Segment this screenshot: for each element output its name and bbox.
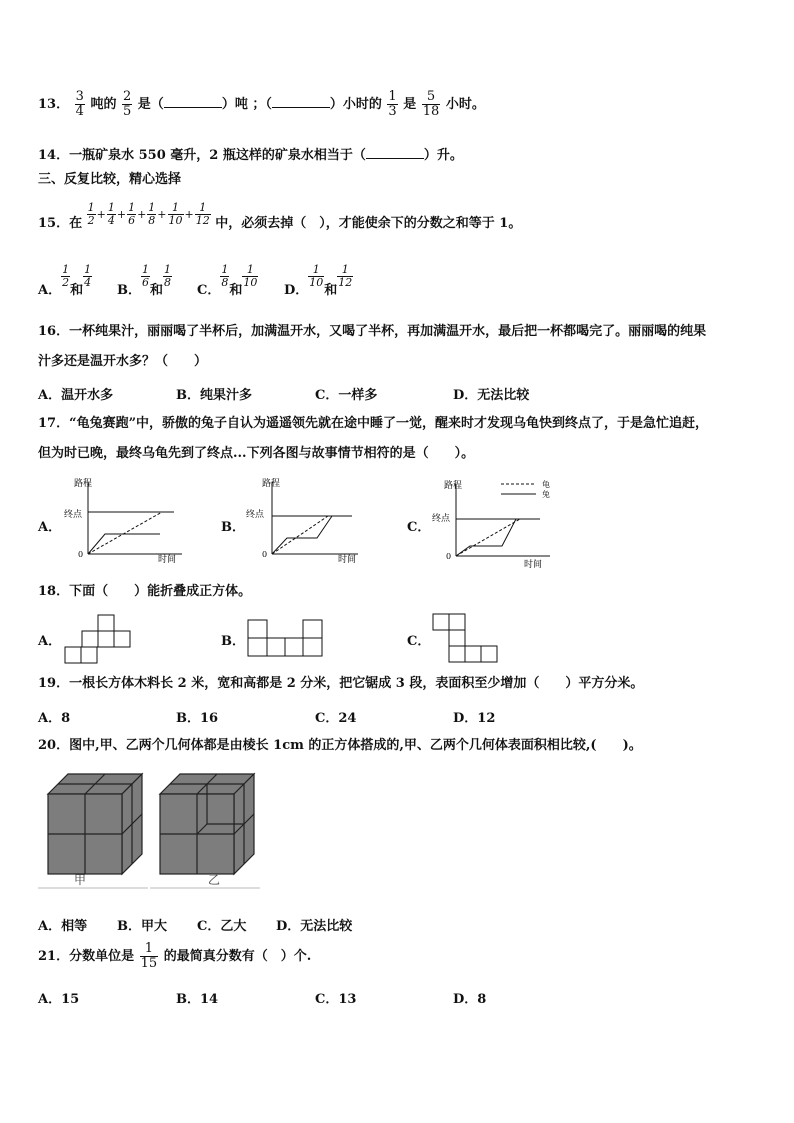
question-16-line2: 汁多还是温开水多？（ ） (38, 354, 208, 369)
x-axis-label: 时间 (338, 555, 357, 565)
y-axis-label: 路程 (444, 481, 463, 491)
option-c[interactable]: C．24 (315, 711, 357, 726)
fraction: $\frac{3}{4}$ (75, 89, 84, 119)
option-b[interactable]: B． $\frac{1}{6}$ 和 $\frac{1}{8}$ (117, 263, 172, 298)
option-c[interactable]: C． (407, 520, 431, 535)
fraction: $\frac{1}{6}$ (128, 201, 136, 227)
origin-label: 0 (78, 550, 84, 559)
option-c[interactable]: C．一样多 (315, 388, 378, 403)
option-d[interactable]: D． $\frac{1}{10}$ 和 $\frac{1}{12}$ (284, 263, 353, 298)
fraction: $\frac{1}{10}$ (168, 201, 183, 227)
option-b[interactable]: B．甲大 (117, 919, 167, 934)
question-16-line1: 16．一杯纯果汁，丽丽喝了半杯后，加满温开水，又喝了半杯，再加满温开水，最后把一杯都喝完了。丽丽喝的纯果 (38, 324, 707, 339)
fraction: $\frac{1}{4}$ (107, 201, 115, 227)
question-20: 20．图中,甲、乙两个几何体都是由棱长 1cm 的正方体搭成的,甲、乙两个几何体表面积相比较,( )。 (38, 738, 642, 753)
y-axis-label: 路程 (74, 479, 93, 489)
answer-blank[interactable] (272, 95, 330, 108)
label-jia: 甲 (74, 873, 87, 887)
question-21: 21．分数单位是 $\frac{1}{15}$ 的最简真分数有（ ）个. (38, 941, 312, 971)
plus-sign: + (96, 208, 106, 221)
option-a[interactable]: A．相等 (38, 919, 88, 934)
fraction: $\frac{1}{15}$ (140, 941, 158, 971)
question-13: 13． $\frac{3}{4}$ 吨的 $\frac{2}{5}$ 是（ ）吨 ；（ ）小时的 $\frac{1}{3}$ 是 $\frac{5}{18}$ 小时。 (38, 89, 485, 119)
option-d[interactable]: D．无法比较 (453, 388, 530, 403)
option-a[interactable]: A． (38, 520, 62, 535)
option-a[interactable]: A．温开水多 (38, 388, 114, 403)
answer-blank[interactable] (164, 95, 222, 108)
question-18: 18．下面（ ）能折叠成正方体。 (38, 584, 252, 599)
cube-net-c[interactable] (432, 613, 500, 663)
question-17-line1: 17．“龟兔赛跑”中，骄傲的兔子自认为遥遥领先就在途中睡了一觉，醒来时才发现乌龟快到终点了，于是急忙追赶， (38, 416, 709, 431)
fraction: $\frac{2}{5}$ (122, 89, 132, 119)
option-b[interactable]: B．16 (176, 711, 219, 726)
solid-jia (38, 770, 148, 896)
fraction-sum (87, 202, 211, 227)
option-b[interactable]: B． (221, 634, 245, 649)
option-b[interactable]: B．纯果汁多 (176, 388, 252, 403)
fraction: $\frac{5}{18}$ (422, 89, 440, 119)
x-axis-label: 时间 (524, 560, 543, 570)
x-axis-label: 时间 (158, 555, 177, 565)
question-14: 14．一瓶矿泉水 550 毫升，2 瓶这样的矿泉水相当于（ ）升。 (38, 148, 463, 163)
origin-label: 0 (262, 550, 268, 559)
option-b[interactable]: B．14 (176, 992, 219, 1007)
graph-c[interactable] (430, 476, 562, 570)
option-c[interactable]: C．13 (315, 992, 357, 1007)
cube-net-b[interactable] (247, 619, 327, 657)
graph-b[interactable] (242, 476, 362, 566)
plus-sign: + (116, 208, 127, 221)
option-a[interactable]: A． (38, 634, 62, 649)
origin-label: 0 (446, 552, 452, 561)
legend-rabbit: 兔 (542, 490, 550, 499)
finish-label: 终点 (432, 514, 451, 524)
fraction: $\frac{1}{3}$ (388, 89, 397, 119)
option-c[interactable]: C．乙大 (197, 919, 247, 934)
option-b[interactable]: B． (221, 520, 245, 535)
section-heading: 三、反复比较，精心选择 (38, 172, 182, 187)
finish-label: 终点 (64, 510, 83, 520)
option-c[interactable]: C． (407, 634, 431, 649)
plus-sign: + (157, 208, 167, 221)
question-15: 15．在 $\frac{1}{2}$ + $\frac{1}{4}$ + $\frac{1}{6}$ + $\frac{1}{8}$ + $\frac{1}{10}$ + $\frac{1}{12}$ 中，必须去掉（ ），才能使余下的分数之和等于 1。 (38, 201, 522, 231)
graph-a[interactable] (60, 476, 190, 566)
fraction: $\frac{1}{12}$ (195, 201, 210, 227)
label-yi: 乙 (208, 873, 221, 887)
legend-tortoise: 龟 (542, 480, 550, 489)
plus-sign: + (137, 208, 147, 221)
answer-blank[interactable] (366, 146, 424, 159)
option-c[interactable]: C． $\frac{1}{8}$ 和 $\frac{1}{10}$ (197, 263, 258, 298)
option-d[interactable]: D．12 (453, 711, 496, 726)
option-a[interactable]: A．8 (38, 711, 71, 726)
option-a[interactable]: A． $\frac{1}{2}$ 和 $\frac{1}{4}$ (38, 263, 92, 298)
question-17-line2: 但为时已晚，最终乌龟先到了终点...下列各图与故事情节相符的是（ ）。 (38, 446, 475, 461)
option-d[interactable]: D．8 (453, 992, 487, 1007)
finish-label: 终点 (246, 510, 265, 520)
option-d[interactable]: D．无法比较 (276, 919, 353, 934)
fraction: $\frac{1}{8}$ (148, 201, 156, 227)
y-axis-label: 路程 (262, 479, 281, 489)
option-a[interactable]: A．15 (38, 992, 80, 1007)
plus-sign: + (184, 208, 194, 221)
cube-net-a[interactable] (64, 614, 136, 664)
fraction: $\frac{1}{2}$ (87, 201, 95, 227)
question-19: 19．一根长方体木料长 2 米，宽和高都是 2 分米，把它锯成 3 段，表面积至少增加（ ）平方分米。 (38, 676, 644, 691)
solid-yi (150, 770, 260, 896)
